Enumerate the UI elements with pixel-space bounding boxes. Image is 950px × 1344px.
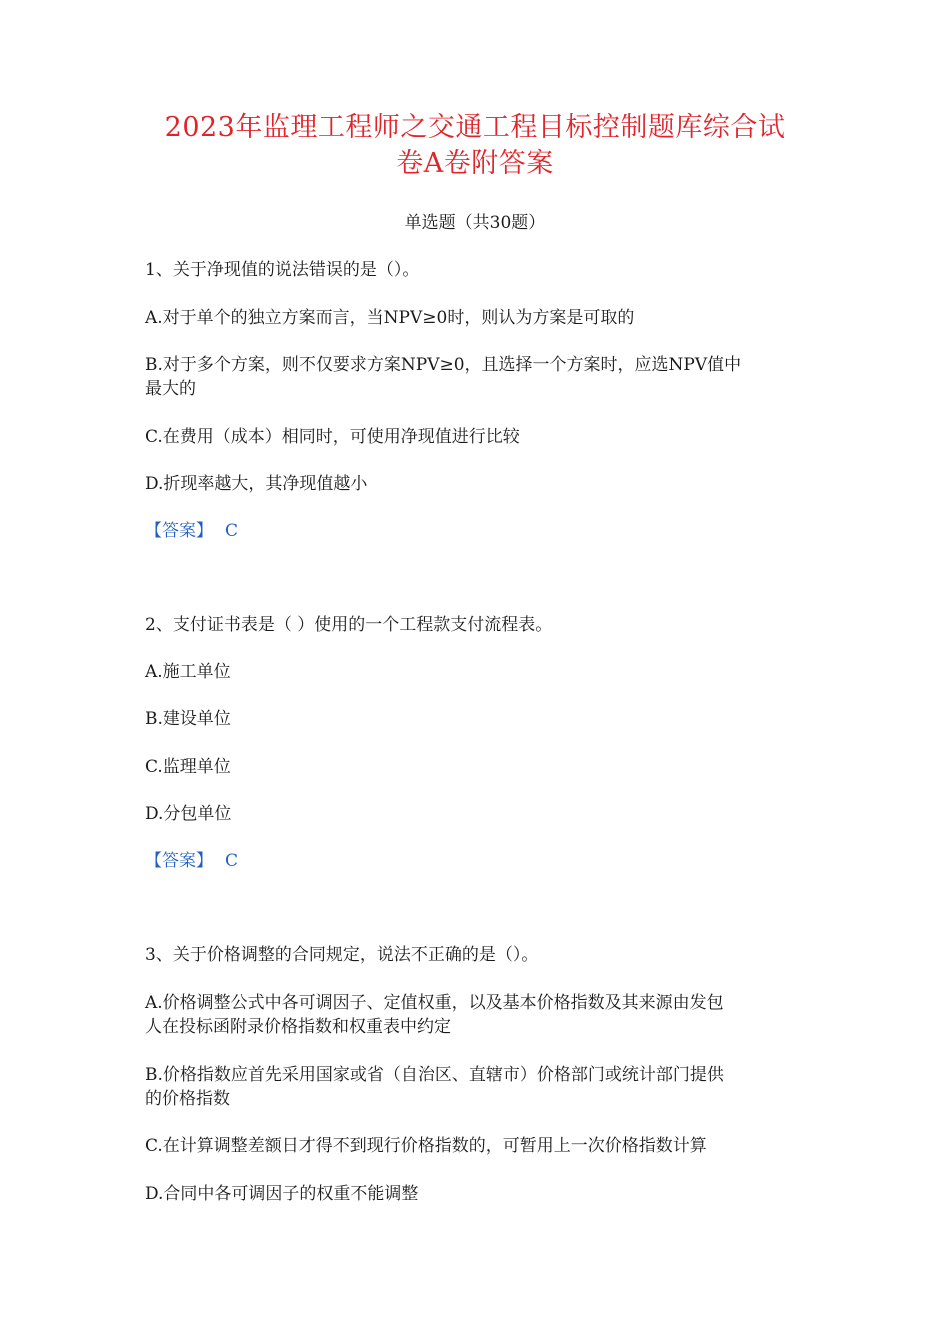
question-1-option-d: D.折现率越大，其净现值越小 <box>145 474 368 494</box>
answer-value: C <box>225 521 239 541</box>
question-2-option-c: C.监理单位 <box>145 757 231 777</box>
question-3-stem: 3、关于价格调整的合同规定，说法不正确的是（）。 <box>145 945 539 965</box>
question-2-option-b: B.建设单位 <box>145 709 231 729</box>
question-3-option-b-line-2: 的价格指数 <box>145 1089 230 1109</box>
question-2-stem: 2、支付证书表是（ ）使用的一个工程款支付流程表。 <box>145 615 553 635</box>
question-3-option-a-line-2: 人在投标函附录价格指数和权重表中约定 <box>145 1017 451 1037</box>
question-2-option-d: D.分包单位 <box>145 804 232 824</box>
question-3-option-d: D.合同中各可调因子的权重不能调整 <box>145 1184 419 1204</box>
answer-value: C <box>225 851 239 871</box>
question-1-answer <box>145 519 810 543</box>
document-title-line-1: 2023年监理工程师之交通工程目标控制题库综合试 <box>164 112 786 143</box>
document-title-line-2: 卷A卷附答案 <box>396 148 554 179</box>
question-2-answer <box>145 849 810 873</box>
question-3-option-b-line-1: B.价格指数应首先采用国家或省（自治区、直辖市）价格部门或统计部门提供 <box>145 1065 724 1085</box>
answer-label: 【答案】 <box>145 521 213 541</box>
section-heading: 单选题（共30题） <box>404 213 546 233</box>
question-3-option-a-line-1: A.价格调整公式中各可调因子、定值权重，以及基本价格指数及其来源由发包 <box>145 993 724 1013</box>
question-1-option-c: C.在费用（成本）相同时，可使用净现值进行比较 <box>145 427 520 447</box>
question-2-option-a: A.施工单位 <box>145 662 231 682</box>
question-1-option-a: A.对于单个的独立方案而言，当NPV≥0时，则认为方案是可取的 <box>145 308 635 328</box>
question-1-option-b-line-1: B.对于多个方案，则不仅要求方案NPV≥0，且选择一个方案时，应选NPV值中 <box>145 355 742 375</box>
question-1-stem: 1、关于净现值的说法错误的是（）。 <box>145 260 420 280</box>
answer-label: 【答案】 <box>145 851 213 871</box>
question-1-option-b-line-2: 最大的 <box>145 379 196 399</box>
question-3-option-c: C.在计算调整差额日才得不到现行价格指数的，可暂用上一次价格指数计算 <box>145 1136 707 1156</box>
